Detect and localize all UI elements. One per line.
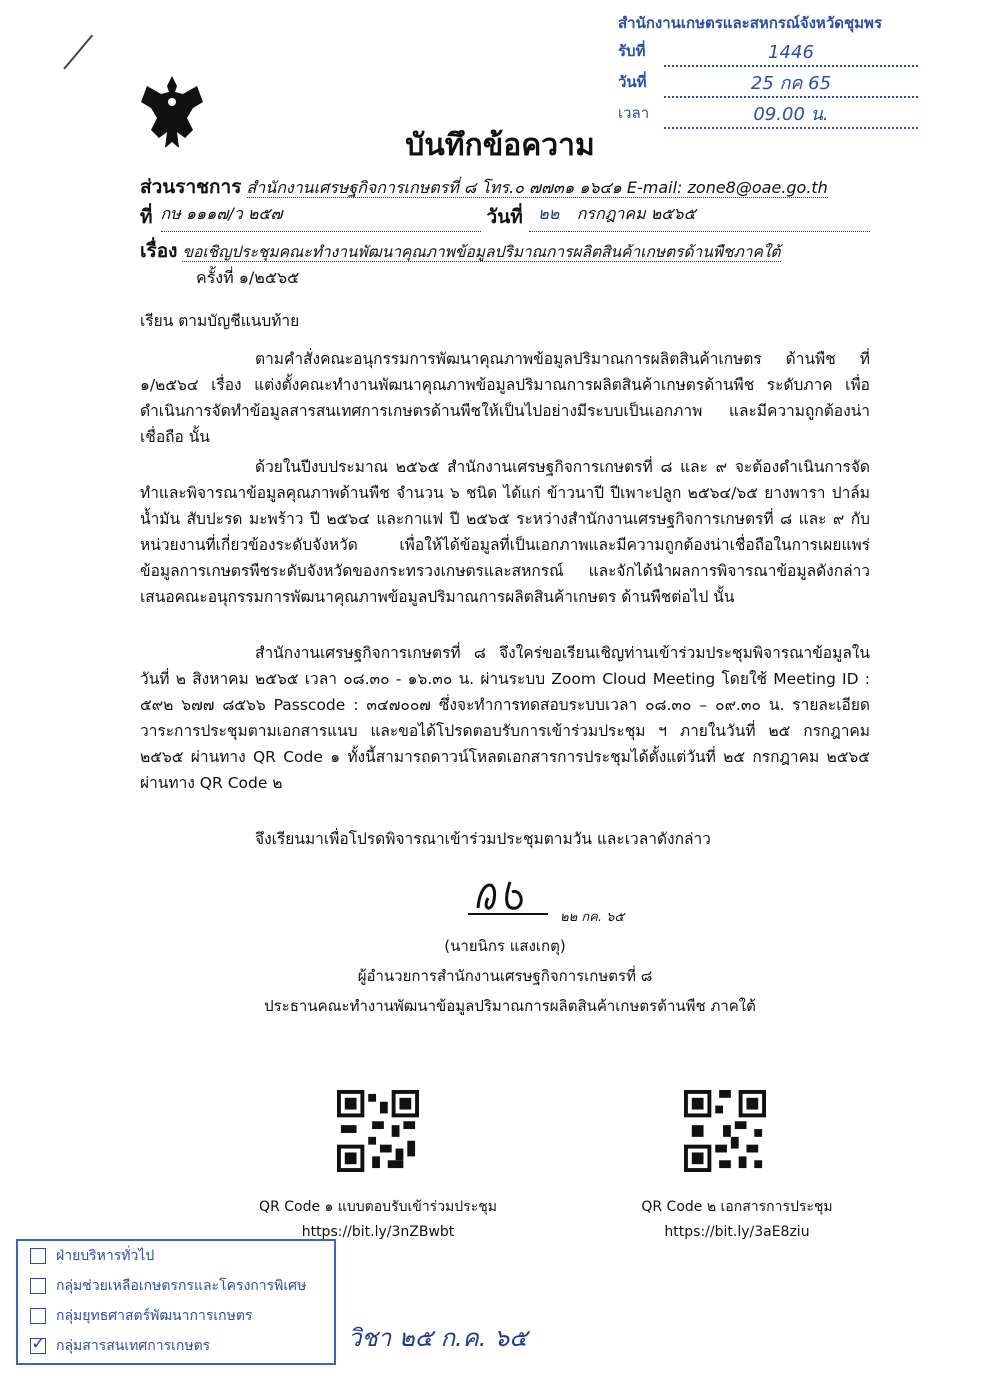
qr-1-caption: QR Code ๑ แบบตอบรับเข้าร่วมประชุม (259, 1199, 497, 1215)
routing-handwritten-note: วิชา ๒๕ ก.ค. ๖๕ (348, 1324, 528, 1352)
routing-stamp (16, 1239, 336, 1365)
agency-line (140, 172, 870, 202)
paragraph-3: สำนักงานเศรษฐกิจการเกษตรที่ ๘ จึงใคร่ขอเรียนเชิญท่านเข้าร่วมประชุมพิจารณาข้อมูลในวันที่ ๒ สิงหาคม ๒๕๖๕ เวลา ๐๘.๓๐ - ๑๖.๓๐ น. ผ่านระบบ Zoom Cloud Meeting โดยใช้ Meeting ID : ๕๙๒ ๖๗๗ ๘๕๖๖ Passcode : ๓๔๗๐๐๗ ซึ่งจะทำการทดสอบระบบเวลา ๐๘.๓๐ – ๐๙.๓๐ น. รายละเอียดวาระการประชุมตามเอกสารแนบ และขอได้โปรดตอบรับการเข้าร่วมประชุม ฯ ภายในวันที่ ๒๕ กรกฎาคม ๒๕๖๕ ผ่านทาง QR Code ๑ ทั้งนี้สามารถดาวน์โหลดเอกสารการประชุมได้ตั้งแต่วันที่ ๒๕ กรกฎาคม ๒๕๖๕ ผ่านทาง QR Code ๒ (140, 644, 870, 792)
qr-code-2-icon[interactable] (684, 1090, 766, 1172)
ref-label: ที่ (140, 206, 153, 228)
pen-mark (63, 35, 93, 70)
date-rest: กรกฎาคม ๒๕๖๕ (569, 202, 870, 232)
routing-label: กลุ่มยุทธศาสตร์พัฒนาการเกษตร (56, 1308, 253, 1324)
signer-name: (นายนิกร แสงเกตุ) (444, 937, 566, 955)
routing-label: กลุ่มช่วยเหลือเกษตรกรและโครงการพิเศษ (56, 1278, 307, 1294)
qr-2-url[interactable]: https://bit.ly/3aE8ziu (664, 1224, 810, 1240)
paragraph-2: ด้วยในปีงบประมาณ ๒๕๖๕ สำนักงานเศรษฐกิจการเกษตรที่ ๘ และ ๙ จะต้องดำเนินการจัดทำและพิจารณาข้อมูลคุณภาพด้านพืช จำนวน ๖ ชนิด ได้แก่ ข้าวนาปี ปีเพาะปลูก ๒๕๖๔/๖๕ ยางพารา ปาล์มน้ำมัน สับปะรด มะพร้าว ปี ๒๕๖๔ และกาแฟ ปี ๒๕๖๕ ระหว่างสำนักงานเศรษฐกิจการเกษตรที่ ๘ และ ๙ กับหน่วยงานที่เกี่ยวข้องระดับจังหวัด เพื่อให้ได้ข้อมูลที่เป็นเอกภาพและมีความถูกต้องน่าเชื่อถือในการเผยแพร่ข้อมูลการเกษตรพืชระดับจังหวัดของกระทรวงเกษตรและสหกรณ์ และจักได้นำผลการพิจารณาข้อมูลดังกล่าวเสนอคณะอนุกรรมการพัฒนาคุณภาพข้อมูลปริมาณการผลิตสินค้าเกษตร ด้านพืชต่อไป นั้น (140, 458, 870, 606)
checkbox-checked[interactable] (30, 1338, 46, 1354)
stamp-value: 25 กค 65 (664, 72, 918, 98)
routing-item[interactable] (18, 1241, 334, 1271)
stamp-value: 09.00 น. (664, 103, 918, 129)
signature-mark (458, 870, 558, 922)
stamp-label: รับที่ (618, 42, 646, 60)
stamp-row-received (618, 36, 918, 67)
date-label: วันที่ (486, 206, 523, 228)
stamp-value: 1446 (664, 41, 918, 67)
signer-position-2: ประธานคณะทำงานพัฒนาข้อมูลปริมาณการผลิตสินค้าเกษตรด้านพืช ภาคใต้ (264, 997, 756, 1015)
subject-label: เรื่อง (140, 240, 178, 262)
subject-line2: ครั้งที่ ๑/๒๕๖๕ (196, 268, 300, 287)
stamp-label: วันที่ (618, 73, 647, 91)
agency-value: สำนักงานเศรษฐกิจการเกษตรที่ ๘ โทร.๐ ๗๗๓๑ ๑๖๔๑ E-mail: zone8@oae.go.th (246, 178, 828, 197)
qr-2-caption: QR Code ๒ เอกสารการประชุม (641, 1199, 833, 1215)
signature-date: ๒๒ กค. ๖๕ (560, 910, 625, 925)
salutation: เรียน ตามบัญชีแนบท้าย (140, 312, 300, 330)
routing-label: กลุ่มสารสนเทศการเกษตร (56, 1338, 211, 1354)
routing-item[interactable] (18, 1301, 334, 1331)
receiving-stamp (618, 8, 918, 129)
document-title: บันทึกข้อความ (405, 128, 595, 163)
checkbox[interactable] (30, 1308, 46, 1324)
ref-date-line (140, 202, 870, 232)
date-day: ๒๒ (529, 202, 569, 232)
stamp-office: สำนักงานเกษตรและสหกรณ์จังหวัดชุมพร (618, 14, 883, 32)
routing-item[interactable] (18, 1331, 334, 1361)
closing-text: จึงเรียนมาเพื่อโปรดพิจารณาเข้าร่วมประชุมตามวัน และเวลาดังกล่าว (255, 830, 711, 848)
stamp-label: เวลา (618, 104, 650, 122)
signer-position-1: ผู้อำนวยการสำนักงานเศรษฐกิจการเกษตรที่ ๘ (357, 967, 653, 985)
subject-value: ขอเชิญประชุมคณะทำงานพัฒนาคุณภาพข้อมูลปริมาณการผลิตสินค้าเกษตรด้านพืชภาคใต้ (182, 243, 781, 261)
checkbox[interactable] (30, 1248, 46, 1264)
routing-item[interactable] (18, 1271, 334, 1301)
qr-1-caption-block (228, 1195, 528, 1245)
qr-code-1-icon[interactable] (337, 1090, 419, 1172)
qr-1-url[interactable]: https://bit.ly/3nZBwbt (301, 1224, 455, 1240)
paragraph-1: ตามคำสั่งคณะอนุกรรมการพัฒนาคุณภาพข้อมูลปริมาณการผลิตสินค้าเกษตร ด้านพืช ที่ ๑/๒๕๖๔ เรื่อง แต่งตั้งคณะทำงานพัฒนาคุณภาพข้อมูลปริมาณการผลิตสินค้าเกษตรด้านพืช ระดับภาค เพื่อดำเนินการจัดทำข้อมูลสารสนเทศการเกษตรด้านพืชให้เป็นไปอย่างมีระบบเป็นเอกภาพ และมีความถูกต้องน่าเชื่อถือ นั้น (140, 350, 870, 446)
stamp-row-date (618, 67, 918, 98)
routing-label: ฝ่ายบริหารทั่วไป (56, 1248, 155, 1264)
agency-label: ส่วนราชการ (140, 176, 242, 198)
subject-line (140, 236, 870, 266)
checkbox[interactable] (30, 1278, 46, 1294)
qr-2-caption-block (587, 1195, 887, 1245)
ref-value: กษ ๑๑๑๗/ว ๒๕๗ (161, 202, 481, 232)
